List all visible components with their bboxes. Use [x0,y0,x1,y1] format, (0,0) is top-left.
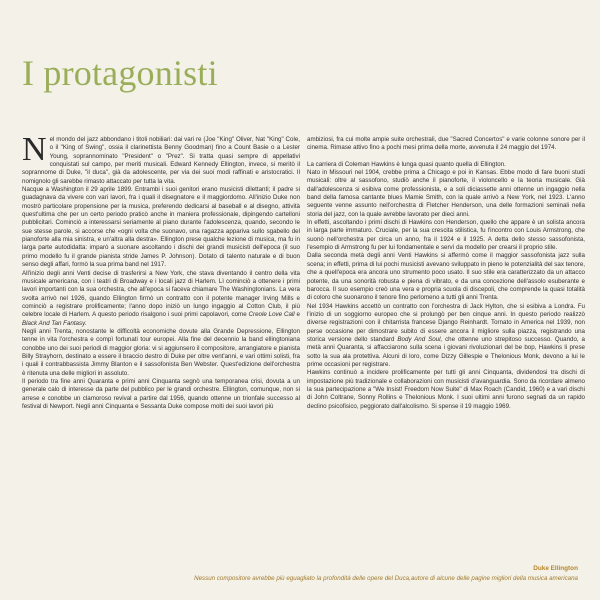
paragraph-text: e [294,311,300,319]
paragraph-hawkins-armstrong: In effetti, ascoltando i primi dischi di Hawkins con Henderson, quello che appare è un solista ancora in larga parte immaturo. Cruciale, per la sua crescita stilistica, fu l'incontro con Louis Armstrong, che suonò nell'orchestra per circa un anno, fra il 1924 e il 1925. A detta dello stesso sassofonista, l'esempio di Armstrong fu per lui fondamentale e servì da modello per crearsi il proprio stile. [307,219,585,252]
paragraph-text: che ottenne uno strepitoso successo. Quando, a metà anni Quaranta, si affacciarono sulla scena i giovani rivoluzionari del be bop, Hawkins li prese sotto la sua ala protettiva. Alcuni di loro, come Dizzy Gillespie e Thelonious Monk, devono a lui le prime occasioni per registrare. [307,335,585,368]
paragraph-revival: Il periodo tra fine anni Quaranta e primi anni Cinquanta segnò una temporanea crisi, dovuta a un generale calo di interesse da parte del pubblico per le grandi orchestre. Ellington, comunque, non si arrese e conobbe un clamoroso revival a partire dal 1956, quando ottenne un trionfale successo al festival di Newport. Negli anni Cinquanta e Sessanta Duke compose molti dei suoi lavori più [22,377,300,410]
song-title: Black And Tan Fantasy. [22,319,87,327]
section-spacer [307,153,585,161]
left-column [22,131,300,411]
paragraph-thirties: Negli anni Trenta, nonostante le difficoltà economiche dovute alla Grande Depressione, Ellington tenne in vita l'orchestra e compì fortunati tour europei. Alla fine del decennio la band ellingtoniana conobbe uno dei suoi periodi di maggior gloria: vi si aggiunsero il compositore, arrangiatore e pianista Billy Strayhorn, destinato a essere il braccio destro di Duke per oltre vent'anni, e vari ottimi solisti, fra i quali il contrabbassista Jimmy Blanton e il sassofonista Ben Webster. Quest'edizione dell'orchestra è ritenuta una delle migliori in assoluto. [22,327,300,377]
paragraph-new-york [22,270,300,328]
paragraph-hawkins-youth: Nato in Missouri nel 1904, crebbe prima a Chicago e poi in Kansas. Ebbe modo di fare buoni studi musicali: oltre al sassofono, studiò anche il pianoforte, il violoncello e la teoria musicale. Già dall'adolescenza si esibiva come professionista, e a soli diciassette anni ottenne un ingaggio nella band della famosa cantante blues Mamie Smith, con la quale arrivò a New York, nel 1923. L'anno seguente venne assunto nell'orchestra di Fletcher Henderson, una delle formazioni seminali nella storia del jazz, con la quale avrebbe lavorato per dieci anni. [307,169,585,218]
paragraph-early-life: Nacque a Washington il 29 aprile 1899. Entrambi i suoi genitori erano musicisti dilettanti; il padre si guadagnava da vivere con vari lavori, fra i quali il disegnatore e il maggiordomo. All'inizio Duke non mostrò particolare propensione per la musica, preferendo dedicarsi al baseball e al disegno, attività quest'ultima che per un certo periodo praticò anche in maniera professionale, dipingendo cartelloni pubblicitari. Cominciò a interessarsi seriamente al piano durante l'adolescenza, quando, secondo le sue stesse parole, si accorse che «ogni volta che suonavo, una ragazza appariva sullo sgabello del pianoforte alla mia sinistra, e un'altra alla destra». Ellington prese qualche lezione di musica, ma fu in larga parte autodidatta: imparò a suonare ascoltando i dischi dei grandi musicisti dell'epoca (il suo primo modello fu il grande pianista stride James P. Johnson). Dotato di talento naturale e di buon senso degli affari, formò la sua prima band nel 1917. [22,186,300,269]
paragraph-hawkins-europe [307,303,585,370]
paragraph-text: Nel 1934 Hawkins accettò un contratto con l'orchestra di Jack Hylton, che si esibiva a Londra. Fu l'inizio di un soggiorno europeo che si prolungò per ben cinque anni. In questo periodo realizzò diverse registrazioni con il chitarrista francese Django Reinhardt. Tornato in America nel 1939, non perse occasione per dimostrare subito di essere ancora il migliore sulla piazza, registrando una storica versione dello standard [307,302,585,343]
song-title: Body And Soul, [397,335,443,343]
song-title: Creole Love Call [248,311,295,319]
page-title: I protagonisti [22,53,218,93]
dropcap-letter: N [22,131,47,168]
paragraph-late-career: ambiziosi, fra cui molte ampie suite orchestrali, due "Sacred Concertos" e varie colonne sonore per il cinema. Rimase attivo fino a pochi mesi prima della morte, avvenuta il 24 maggio del 1974. [307,136,585,152]
paragraph-hawkins-late: Hawkins continuò a incidere prolificamente per tutti gli anni Cinquanta, dividendosi tra dischi di impostazione più tradizionale e collaborazioni con musicisti d'avanguardia. Sono da ricordare almeno la sua partecipazione a "We Insist! Freedom Now Suite" di Max Roach (Candid, 1960) e a vari dischi di John Coltrane, Sonny Rollins e Thelonious Monk. I suoi ultimi anni furono segnati da un rapido declino psicofisico, peggiorato dall'alcolismo. Si spense il 19 maggio 1969. [307,369,585,410]
right-column [307,136,585,411]
paragraph-intro [22,131,300,186]
paragraph-text: All'inizio degli anni Venti decise di trasferirsi a New York, che stava diventando il centro della vita musicale americana, con i teatri di Broadway e i locali jazz di Harlem. Lì cominciò a ottenere i primi lavori importanti con la sua orchestra, che all'epoca si faceva chiamare The Washingtonians. La vera svolta arrivò nel 1926, quando Ellington firmò un contratto con il potente manager Irving Mills e cominciò a registrare prolificamente; l'anno dopo iniziò un lungo ingaggio al Cotton Club, il più celebre locale di Harlem. A questo periodo risalgono i suoi primi capolavori, come [22,269,300,319]
paragraph-hawkins-style: Dalla seconda metà degli anni Venti Hawkins si affermò come il maggior sassofonista jazz sulla scena; in effetti, prima di lui pochi musicisti avevano sviluppato in pieno le potenzialità del sax tenore, che a quell'epoca era ancora uno strumento poco usato. Il suo stile era caratterizzato da un attacco potente, da una sonorità robusta e piena di vibrato, e da una concezione dell'assolo esuberante e barocca. Il suo esempio creò una vera e propria scuola di discepoli, che comprende la quasi totalità di coloro che suonarono il tenore fino perlomeno a tutti gli anni Trenta. [307,252,585,302]
photo-caption-text: Nessun compositore avrebbe più eguagliato la profondità delle opere del Duca,autore di alcune delle pagine migliori della musica americana [194,575,578,582]
photo-caption-name: Duke Ellington [533,565,578,572]
paragraph-hawkins-intro: La carriera di Coleman Hawkins è lunga quasi quanto quella di Ellington. [307,160,506,168]
paragraph-text: el mondo del jazz abbondano i titoli nobiliari: dai vari re (Joe "King" Oliver, Nat "King" Cole, o il "King of Swing", ossia il clarinettista Benny Goodman) fino a Count Basie o a Lester Young, soprannominato "President" o "Prez". Si tratta quasi sempre di appellativi conquistati sul campo, per meriti musicali. Edward Kennedy Ellington, invece, si meritò il soprannome di Duke, "il duca", già da adolescente, per via dei suoi modi raffinati e aristocratici. Il nomignolo gli sarebbe rimasto attaccato per tutta la vita. [22,136,300,185]
